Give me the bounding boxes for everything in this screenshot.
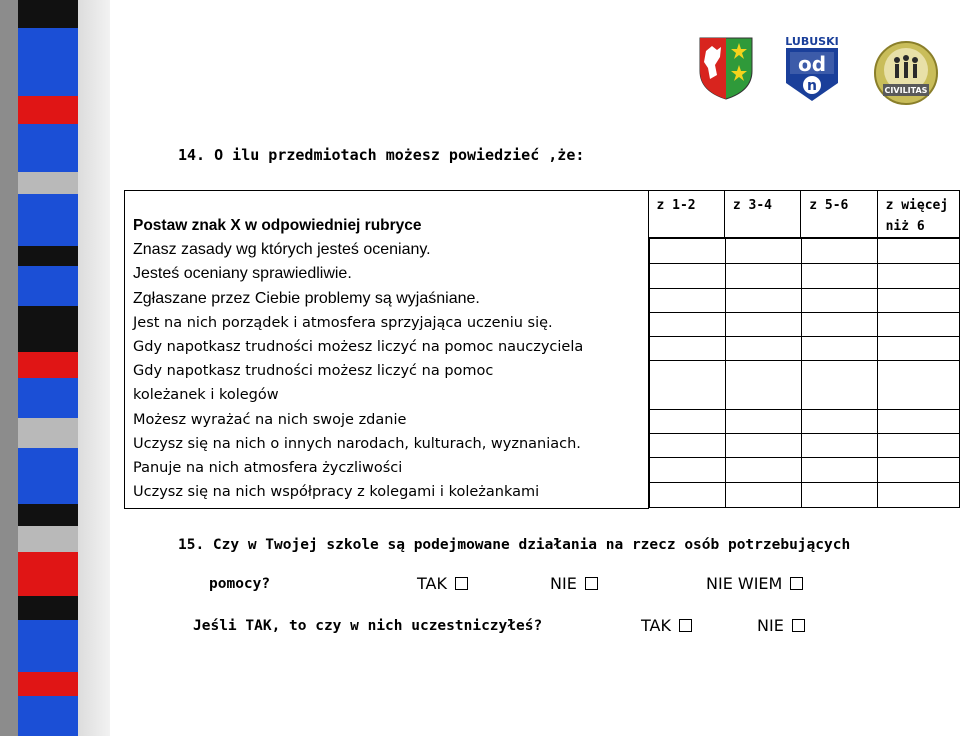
answer-cell[interactable] [725,337,801,361]
option-label: TAK [641,616,671,635]
answer-cell[interactable] [877,312,959,336]
answer-grid [649,238,960,508]
answer-cell[interactable] [877,337,959,361]
answer-cell[interactable] [801,434,877,458]
table-row [649,434,959,458]
statement-1: Znasz zasady wg których jesteś oceniany. [133,241,431,259]
followup-question: Jeśli TAK, to czy w nich uczestniczyłeś? [193,618,543,634]
statement-2: Jesteś oceniany sprawiedliwie. [133,265,352,283]
answer-cell[interactable] [649,409,725,433]
column-header-3-4 [724,191,800,238]
table-row [649,288,959,312]
statement-6-cont: koleżanek i kolegów [133,387,279,404]
instruction-text: Postaw znak X w odpowiedniej rubryce [133,217,422,235]
option-tak[interactable] [417,574,468,593]
svg-text:CIVILITAS: CIVILITAS [884,86,928,95]
table-row [649,482,959,507]
answer-cell[interactable] [801,458,877,482]
answer-cell[interactable] [801,264,877,288]
answer-cell[interactable] [649,239,725,264]
answer-cell[interactable] [877,361,959,410]
table-row [649,239,959,264]
checkbox[interactable] [455,577,468,590]
svg-text:n: n [807,78,817,94]
checkbox[interactable] [679,619,692,632]
checkbox[interactable] [790,577,803,590]
table-row [649,458,959,482]
answer-cell[interactable] [649,337,725,361]
column-header-label: z 3-4 [732,198,772,213]
answer-cell[interactable] [649,482,725,507]
answer-cell[interactable] [725,434,801,458]
svg-text:LUBUSKI: LUBUSKI [785,35,839,48]
table-header-row [125,191,960,238]
answer-cell[interactable] [801,288,877,312]
answer-cell[interactable] [801,409,877,433]
checkbox[interactable] [792,619,805,632]
question-15-title-cont: pomocy? [209,576,271,592]
answer-cell[interactable] [649,434,725,458]
column-header-label: z 1-2 [656,198,696,213]
answer-cell[interactable] [801,482,877,507]
answer-cell[interactable] [801,312,877,336]
statement-9: Panuje na nich atmosfera życzliwości [133,460,403,477]
statements-cell [125,191,649,509]
answer-cell[interactable] [725,482,801,507]
option-nie-wiem[interactable] [706,574,803,593]
answer-cell[interactable] [725,288,801,312]
statement-7: Możesz wyrażać na nich swoje zdanie [133,411,407,428]
table-row [649,264,959,288]
answer-cell[interactable] [877,409,959,433]
answer-cell[interactable] [649,264,725,288]
statement-6: Gdy napotkasz trudności możesz liczyć na pomoc [133,363,494,380]
svg-text:od: od [797,52,827,76]
answer-cell[interactable] [649,361,725,410]
answer-cell[interactable] [649,288,725,312]
answer-cell[interactable] [725,409,801,433]
table-row [649,337,959,361]
answer-cell[interactable] [877,434,959,458]
answer-cell[interactable] [725,312,801,336]
answer-cell[interactable] [725,361,801,410]
column-header-label-line2: niż 6 [885,219,925,234]
followup-option-tak[interactable] [641,616,692,635]
answer-cell[interactable] [877,482,959,507]
lubuski-odn-logo [780,35,844,103]
strip-blocks [18,0,78,736]
decorative-side-strip [0,0,110,736]
coat-of-arms-logo [697,35,755,101]
column-header-more-than-6 [877,191,959,238]
statement-8: Uczysz się na nich o innych narodach, kulturach, wyznaniach. [133,435,581,452]
question-15-title: 15. Czy w Twojej szkole są podejmowane działania na rzecz osób potrzebujących [178,537,851,553]
option-nie[interactable] [550,574,598,593]
column-header-5-6 [801,191,877,238]
table-row [649,409,959,433]
answer-cell[interactable] [649,458,725,482]
question-14-title: 14. O ilu przedmiotach możesz powiedzieć ,że: [178,146,585,164]
table-row [649,361,959,410]
statement-5: Gdy napotkasz trudności możesz liczyć na pomoc nauczyciela [133,339,584,356]
option-label: TAK [417,574,447,593]
answer-cell[interactable] [877,264,959,288]
answer-cell[interactable] [725,458,801,482]
answer-grid-cell [648,238,960,509]
option-label: NIE [757,616,784,635]
answer-cell[interactable] [801,239,877,264]
answer-cell[interactable] [877,239,959,264]
answer-cell[interactable] [801,337,877,361]
column-header-1-2 [648,191,724,238]
option-label: NIE [550,574,577,593]
answer-cell[interactable] [725,264,801,288]
answer-cell[interactable] [877,458,959,482]
followup-option-nie[interactable] [757,616,805,635]
answer-cell[interactable] [877,288,959,312]
statement-4: Jest na nich porządek i atmosfera sprzyjająca uczeniu się. [133,314,553,331]
survey-table-q14 [124,190,960,509]
statement-10: Uczysz się na nich współpracy z kolegami i koleżankami [133,484,540,501]
statement-3: Zgłaszane przez Ciebie problemy są wyjaśniane. [133,289,480,307]
column-header-label: z więcej [885,198,949,213]
option-label: NIE WIEM [706,574,783,593]
table-row [649,312,959,336]
column-header-label: z 5-6 [809,198,849,213]
civilitas-seal [873,40,939,106]
answer-cell[interactable] [801,361,877,410]
answer-cell[interactable] [725,239,801,264]
answer-cell[interactable] [649,312,725,336]
checkbox[interactable] [585,577,598,590]
